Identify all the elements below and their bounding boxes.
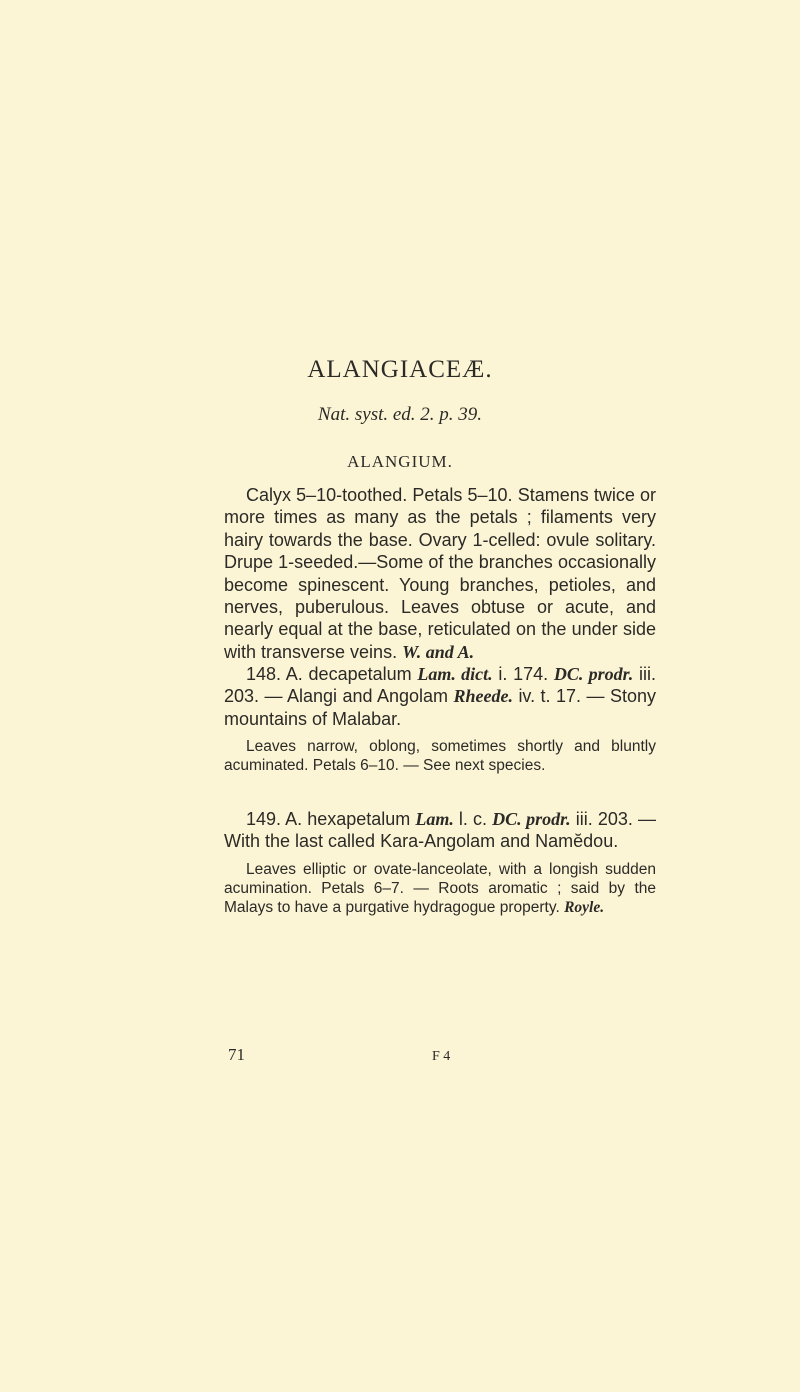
species-149-habitat: — With the last called Kara-Angolam and Namĕdou. [224, 809, 656, 852]
species-148-ref3: Rheede. [453, 686, 513, 707]
species-148-name: 148. A. decapetalum [246, 664, 412, 684]
species-149-note-text: Leaves elliptic or ovate-lanceolate, with a longish sudden acumination. Petals 6–7. — Roots aromatic ; said by the Malays to have a purgative hydragogue property. [224, 860, 656, 916]
species-149-ref1-detail: l. c. [458, 809, 487, 829]
genus-description-block [224, 484, 656, 663]
species-148-habitat: — Stony mountains of Malabar. [224, 686, 656, 729]
species-148-ref3-detail: iv. t. 17. [518, 686, 582, 707]
species-149-entry [224, 808, 656, 853]
species-149-note [224, 860, 656, 917]
family-reference: Nat. syst. ed. 2. p. 39. [317, 404, 483, 425]
species-149-ref2: DC. prodr. [492, 809, 571, 829]
species-148-ref1-detail: i. 174. [498, 664, 549, 684]
species-148-note: Leaves narrow, oblong, sometimes shortly and bluntly acuminated. Petals 6–10. — See next species. [224, 738, 656, 775]
species-149-note-authority: Royle. [564, 898, 605, 916]
genus-title: ALANGIUM. [347, 452, 453, 471]
species-148-ref2-detail: iii. 203. [224, 664, 656, 707]
species-149-name: 149. A. hexapetalum [246, 809, 411, 829]
species-149-ref2-detail: iii. 203. [575, 809, 633, 829]
page-number: 71 [228, 1045, 245, 1064]
species-148-block [224, 663, 656, 775]
genus-authority: W. and A. [402, 641, 475, 662]
family-title: ALANGIACEÆ. [307, 356, 493, 383]
species-148-common-names: — Alangi and Angolam [264, 686, 449, 707]
genus-description-text: Calyx 5–10-toothed. Petals 5–10. Stamens twice or more times as many as the petals ; filaments very hairy towards the base. Ovary 1-celled: ovule solitary. Drupe 1-seeded.—Some of the branches occasionally become spinescent. Young branches, petioles, and nerves, puberulous. Leaves obtuse or acute, and nearly equal at the base, reticulated on the under side with transverse veins. [224, 485, 656, 662]
signature-mark: F 4 [432, 1049, 451, 1064]
genus-description [224, 484, 656, 663]
species-148-entry [224, 663, 656, 730]
species-149-ref1: Lam. [415, 809, 454, 829]
species-149-block [224, 808, 656, 917]
species-148-ref2: DC. prodr. [553, 664, 634, 684]
species-148-ref1: Lam. dict. [417, 664, 493, 684]
